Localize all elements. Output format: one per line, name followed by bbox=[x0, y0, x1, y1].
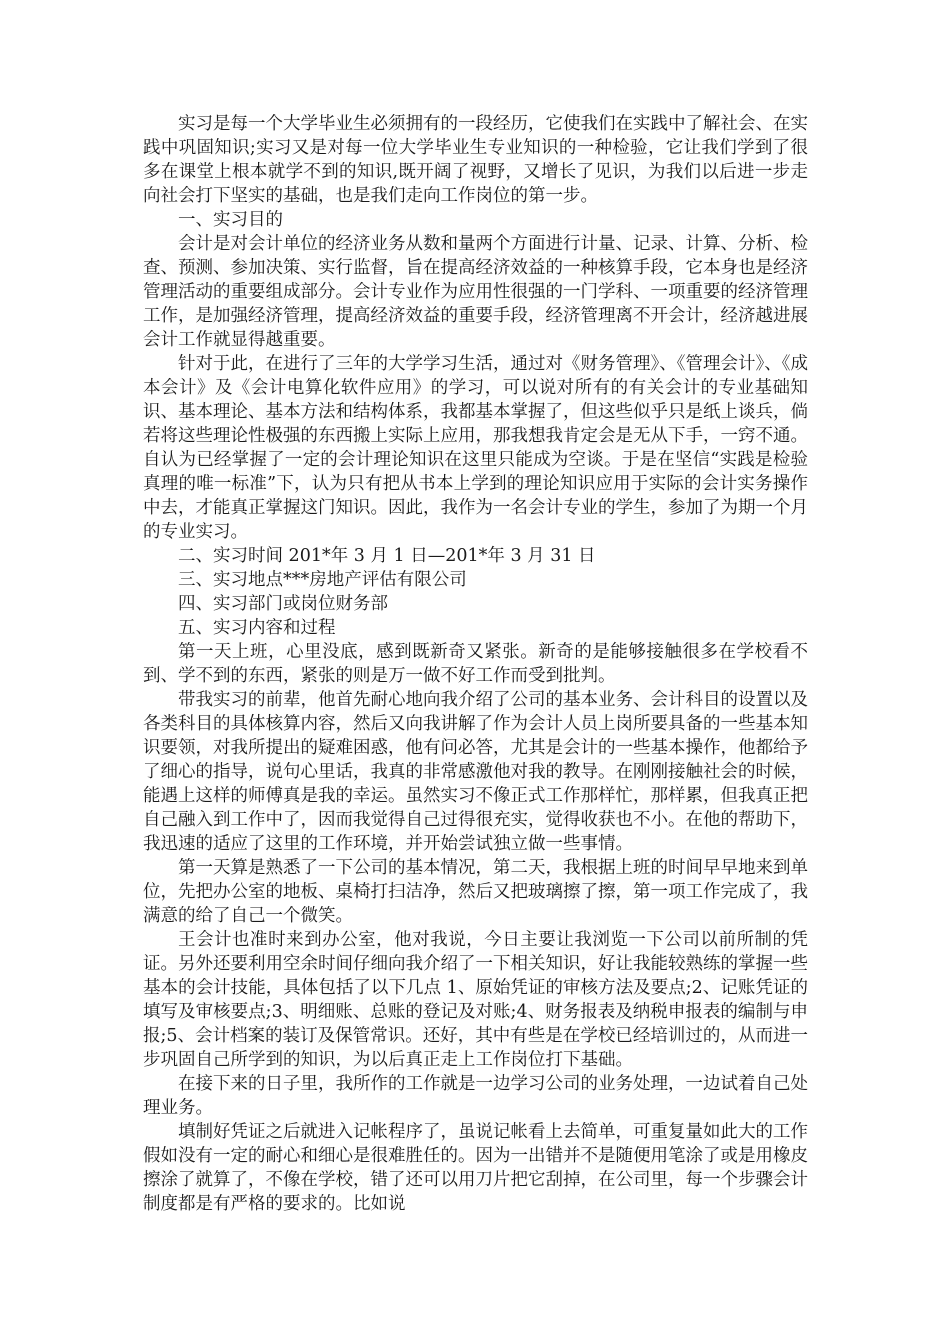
heading-department: 四、实习部门或岗位财务部 bbox=[178, 594, 388, 614]
paragraph-accountant-wang: 王会计也准时来到办公室，他对我说，今日主要让我浏览一下公司以前所制的凭证。另外还要利用空余时间仔细向我介绍了一下相关知识，好让我能较熟练的掌握一些基本的会计技能，具体包括了以下几点 1、原始凭证的审核方法及要点;2、记账凭证的填写及审核要点;3、明细账、总账的登记及对账;4、财务报表及纳税申报表的编制与申报;5、会计档案的装订及保管常识。还好，其中有些是在学校已经培训过的，从而进一步巩固自己所学到的知识，为以后真正走上工作岗位打下基础。 bbox=[143, 930, 808, 1070]
paragraph-bookkeeping: 填制好凭证之后就进入记帐程序了，虽说记帐看上去简单，可重复量如此大的工作假如没有一定的耐心和细心是很难胜任的。因为一出错并不是随便用笔涂了或是用橡皮擦涂了就算了，不像在学校，错了还可以用刀片把它刮掉，在公司里，每一个步骤会计制度都是有严格的要求的。比如说 bbox=[143, 1122, 808, 1214]
paragraph-second-day: 第一天算是熟悉了一下公司的基本情况，第二天，我根据上班的时间早早地来到单位，先把办公室的地板、桌椅打扫洁净，然后又把玻璃擦了擦，第一项工作完成了，我满意的给了自己一个微笑。 bbox=[143, 858, 808, 926]
heading-location: 三、实习地点***房地产评估有限公司 bbox=[178, 570, 467, 590]
document-page bbox=[143, 112, 808, 1216]
paragraph-study-background: 针对于此，在进行了三年的大学学习生活，通过对《财务管理》、《管理会计》、《成本会计》及《会计电算化软件应用》的学习，可以说对所有的有关会计的专业基础知识、基本理论、基本方法和结构体系，我都基本掌握了，但这些似乎只是纸上谈兵，倘若将这些理论性极强的东西搬上实际上应用，那我想我肯定会是无从下手，一窍不通。自认为已经掌握了一定的会计理论知识在这里只能成为空谈。于是在坚信“实践是检验真理的唯一标准”下，认为只有把从书本上学到的理论知识应用于实际的会计实务操作中去，才能真正掌握这门知识。因此，我作为一名会计专业的学生，参加了为期一个月的专业实习。 bbox=[143, 354, 808, 542]
heading-time: 二、实习时间 201*年 3 月 1 日—201*年 3 月 31 日 bbox=[178, 546, 596, 566]
paragraph-mentor: 带我实习的前辈，他首先耐心地向我介绍了公司的基本业务、会计科目的设置以及各类科目的具体核算内容，然后又向我讲解了作为会计人员上岗所要具备的一些基本知识要领，对我所提出的疑难困惑，他有问必答，尤其是会计的一些基本操作，他都给予了细心的指导，说句心里话，我真的非常感激他对我的教导。在刚刚接触社会的时候，能遇上这样的师傅真是我的幸运。虽然实习不像正式工作那样忙，那样累，但我真正把自己融入到工作中了，因而我觉得自己过得很充实，觉得收获也不小。在他的帮助下，我迅速的适应了这里的工作环境，并开始尝试独立做一些事情。 bbox=[143, 690, 808, 854]
paragraph-intro: 实习是每一个大学毕业生必须拥有的一段经历，它使我们在实践中了解社会、在实践中巩固知识;实习又是对每一位大学毕业生专业知识的一种检验，它让我们学到了很多在课堂上根本就学不到的知识,既开阔了视野，又增长了见识，为我们以后进一步走向社会打下坚实的基础，也是我们走向工作岗位的第一步。 bbox=[143, 114, 808, 206]
heading-content-process: 五、实习内容和过程 bbox=[178, 618, 336, 638]
paragraph-following-days: 在接下来的日子里，我所作的工作就是一边学习公司的业务处理，一边试着自己处理业务。 bbox=[143, 1074, 808, 1118]
paragraph-accounting-definition: 会计是对会计单位的经济业务从数和量两个方面进行计量、记录、计算、分析、检查、预测、参加决策、实行监督，旨在提高经济效益的一种核算手段，它本身也是经济管理活动的重要组成部分。会计专业作为应用性很强的一门学科、一项重要的经济管理工作，是加强经济管理，提高经济效益的重要手段，经济管理离不开会计，经济越进展会计工作就显得越重要。 bbox=[143, 234, 808, 350]
heading-purpose: 一、实习目的 bbox=[178, 210, 283, 230]
paragraph-first-day: 第一天上班，心里没底，感到既新奇又紧张。新奇的是能够接触很多在学校看不到、学不到的东西，紧张的则是万一做不好工作而受到批判。 bbox=[143, 642, 808, 686]
